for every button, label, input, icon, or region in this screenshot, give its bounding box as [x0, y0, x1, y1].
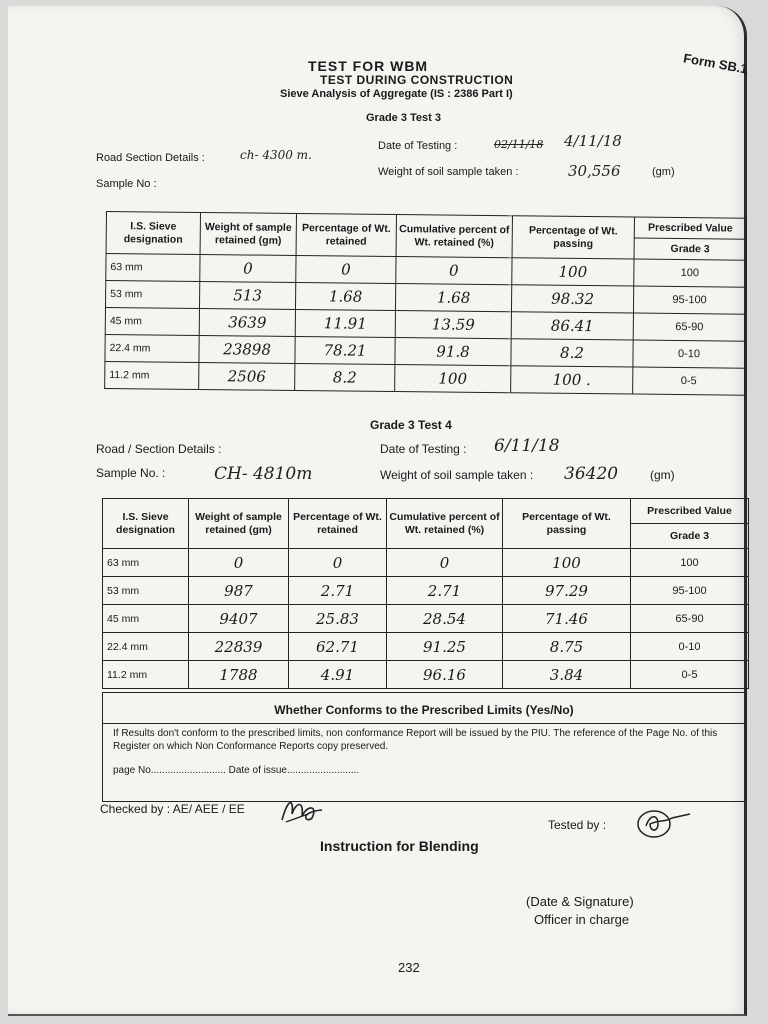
page-title: TEST FOR WBM — [308, 58, 429, 74]
col-cumulative: Cumulative percent of Wt. retained (%) — [396, 215, 512, 258]
col-prescribed: Prescribed Value — [634, 217, 746, 239]
table-row: 22.4 mm 22839 62.71 91.25 8.75 0-10 — [103, 633, 749, 661]
page-issue-line: page No........................... Date of issue.......................... — [113, 765, 360, 776]
test4-date-value: 6/11/18 — [494, 436, 560, 456]
test3-date-value: 4/11/18 — [564, 132, 622, 150]
test4-road-label: Road / Section Details : — [96, 442, 222, 456]
col-cumulative: Cumulative percent of Wt. retained (%) — [387, 499, 503, 549]
test4-weight-value: 36420 — [564, 464, 619, 484]
table-row: 63 mm 0 0 0 100 100 — [103, 549, 749, 577]
col-sieve: I.S. Sieve designation — [103, 499, 189, 549]
test4-date-label: Date of Testing : — [380, 442, 467, 456]
test4-heading: Grade 3 Test 4 — [370, 418, 452, 432]
tested-by-label: Tested by : — [548, 818, 607, 832]
test3-sample-label: Sample No : — [96, 178, 157, 190]
col-pct-retained: Percentage of Wt. retained — [289, 499, 387, 549]
test3-date-struck: 02/11/18 — [494, 138, 544, 151]
table-row: 22.4 mm 23898 78.21 91.8 8.2 0-10 — [105, 334, 745, 368]
table-row: 11.2 mm 1788 4.91 96.16 3.84 0-5 — [103, 661, 749, 689]
tester-signature-icon — [628, 804, 698, 844]
date-signature-label: (Date & Signature) — [526, 894, 634, 909]
test3-road-label: Road Section Details : — [96, 152, 205, 164]
test3-weight-unit: (gm) — [652, 166, 675, 178]
test3-weight-value: 30,556 — [568, 162, 621, 180]
col-prescribed: Prescribed Value — [631, 499, 749, 524]
col-grade: Grade 3 — [634, 238, 746, 260]
table-row: 53 mm 987 2.71 2.71 97.29 95-100 — [103, 577, 749, 605]
divider — [103, 723, 745, 724]
form-code: Form SB.1 — [682, 50, 749, 77]
test3-sieve-table — [104, 211, 747, 396]
test4-sample-value: CH- 4810m — [214, 464, 313, 484]
table-row: 53 mm 513 1.68 1.68 98.32 95-100 — [105, 281, 745, 315]
test-method: Sieve Analysis of Aggregate (IS : 2386 Part I) — [280, 88, 513, 100]
test3-road-value: ch- 4300 m. — [240, 148, 312, 162]
test4-sample-label: Sample No. : — [96, 466, 166, 480]
test3-date-label: Date of Testing : — [378, 140, 458, 152]
conformance-note: If Results don't conform to the prescribed limits, non conformance Report will be issued by the PIU. The reference of the Page No. of this Register on which Non Conformance Reports copy preserved. — [113, 728, 718, 752]
table-row: 45 mm 9407 25.83 28.54 71.46 65-90 — [103, 605, 749, 633]
test4-weight-unit: (gm) — [650, 468, 675, 482]
checker-signature-icon — [278, 792, 328, 828]
table-row: 11.2 mm 2506 8.2 100 100 . 0-5 — [105, 361, 745, 395]
conformance-box — [102, 692, 746, 802]
register-page — [8, 6, 747, 1016]
col-pct-retained: Percentage of Wt. retained — [296, 213, 396, 256]
test4-weight-label: Weight of soil sample taken : — [380, 468, 534, 482]
conformance-title: Whether Conforms to the Prescribed Limits (Yes/No) — [274, 703, 574, 717]
test4-sieve-table — [102, 498, 749, 689]
test3-heading: Grade 3 Test 3 — [366, 112, 441, 124]
col-weight: Weight of sample retained (gm) — [189, 499, 289, 549]
col-passing: Percentage of Wt. passing — [503, 499, 631, 549]
page-subtitle: TEST DURING CONSTRUCTION — [320, 73, 514, 87]
checked-by-label: Checked by : AE/ AEE / EE — [100, 802, 245, 816]
page-number: 232 — [398, 960, 420, 975]
test3-weight-label: Weight of soil sample taken : — [378, 166, 519, 178]
col-sieve: I.S. Sieve designation — [106, 212, 200, 255]
blending-instruction-heading: Instruction for Blending — [320, 838, 479, 854]
officer-label: Officer in charge — [534, 912, 630, 927]
col-weight: Weight of sample retained (gm) — [200, 212, 296, 255]
table-row: 63 mm 0 0 0 100 100 — [106, 254, 746, 288]
col-passing: Percentage of Wt. passing — [512, 216, 634, 259]
col-grade: Grade 3 — [631, 524, 749, 549]
table-row: 45 mm 3639 11.91 13.59 86.41 65-90 — [105, 307, 745, 341]
